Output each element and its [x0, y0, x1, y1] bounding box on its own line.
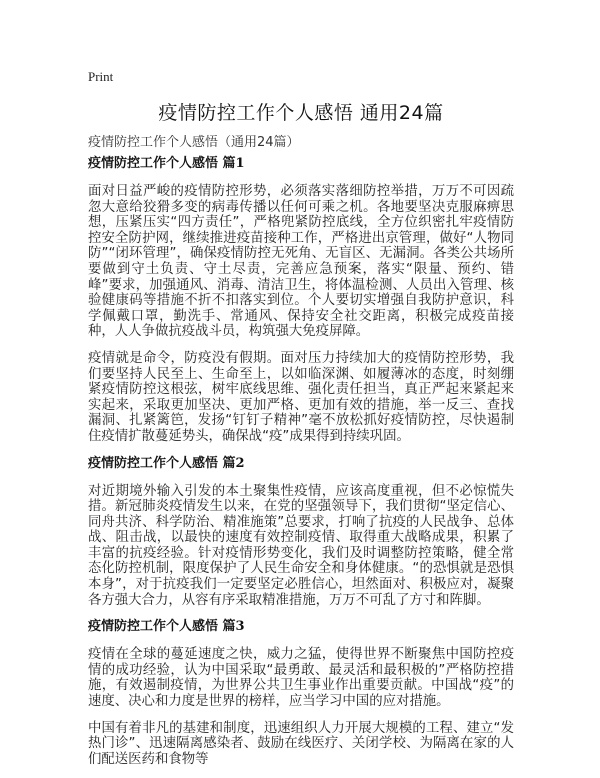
document-body — [88, 156, 514, 778]
print-link[interactable]: Print — [88, 69, 114, 84]
section-heading: 疫情防控工作个人感悟 篇1 — [88, 156, 245, 171]
section-heading: 疫情防控工作个人感悟 篇3 — [88, 619, 245, 635]
page-title: 疫情防控工作个人感悟 通用24篇 — [158, 102, 444, 124]
section-heading: 疫情防控工作个人感悟 篇2 — [88, 455, 245, 471]
paragraph: 对近期境外输入引发的本土聚集性疫情，应该高度重视，但不必惊慌失措。新冠肺炎疫情发生以来，在党的坚强领导下，我们贯彻“坚定信心、同舟共济、科学防治、精准施策”总要求，打响了抗疫的人民战争、总体战、阻击战，以最快的速度有效控制疫情、取得重大战略成果，积累了丰富的抗疫经验。针对疫情形势变化，我们及时调整防控策略，健全常态化防控机制，限度保护了人民生命安全和身体健康。“的恐惧就是恐惧本身”，对于抗疫我们一定要坚定必胜信心，坦然面对、积极应对，凝聚各方强大合力，从容有序采取精准措施，万万不可乱了方寸和阵脚。 — [88, 483, 514, 608]
paragraph: 面对日益严峻的疫情防控形势，必须落实落细防控举措，万万不可因疏忽大意给狡猾多变的病毒传播以任何可乘之机。各地要坚决克服麻痹思想，压紧压实“四方责任”，严格兜紧防控底线，全方位织密扎牢疫情防控安全防护网，继续推进疫苗接种工作，严格进出京管理，做好“人物同防”“闭环管理”，确保疫情防控无死角、无盲区、无漏洞。各类公共场所要做到守土负责、守土尽责，完善应急预案，落实“限量、预约、错峰”要求，加强通风、消毒、清洁卫生，将体温检测、人员出入管理、核验健康码等措施不折不扣落实到位。个人要切实增强自我防护意识，科学佩戴口罩，勤洗手、常通风、保持安全社交距离，积极完成疫苗接种，人人争做抗疫战斗员，构筑强大免疫屏障。 — [88, 184, 514, 340]
paragraph: 中国有着非凡的基建和制度，迅速组织人力开展大规模的工程、建立“发热门诊”、迅速隔离感染者、鼓励在线医疗、关闭学校、为隔离在家的人们配送医药和食物等 — [88, 720, 514, 767]
paragraph: 疫情在全球的蔓延速度之快，威力之猛，使得世界不断聚焦中国防控疫情的成功经验，认为中国采取“最勇敢、最灵活和最积极的”严格防控措施，有效遏制疫情，为世界公共卫生事业作出重要贡献。中国战“疫”的速度、决心和力度是世界的榜样，应当学习中国的应对措施。 — [88, 647, 514, 710]
document-subtitle: 疫情防控工作个人感悟（通用24篇） — [88, 135, 300, 150]
paragraph: 疫情就是命令，防疫没有假期。面对压力持续加大的疫情防控形势，我们要坚持人民至上、生命至上，以如临深渊、如履薄冰的态度，时刻绷紧疫情防控这根弦，树牢底线思维、强化责任担当，真正严起来紧起来实起来，采取更加坚决、更加严格、更加有效的措施，举一反三、查找漏洞、扎紧篱笆，发扬“钉钉子精神”毫不放松抓好疫情防控，尽快遏制住疫情扩散蔓延势头，确保战“疫”成果得到持续巩固。 — [88, 350, 514, 444]
